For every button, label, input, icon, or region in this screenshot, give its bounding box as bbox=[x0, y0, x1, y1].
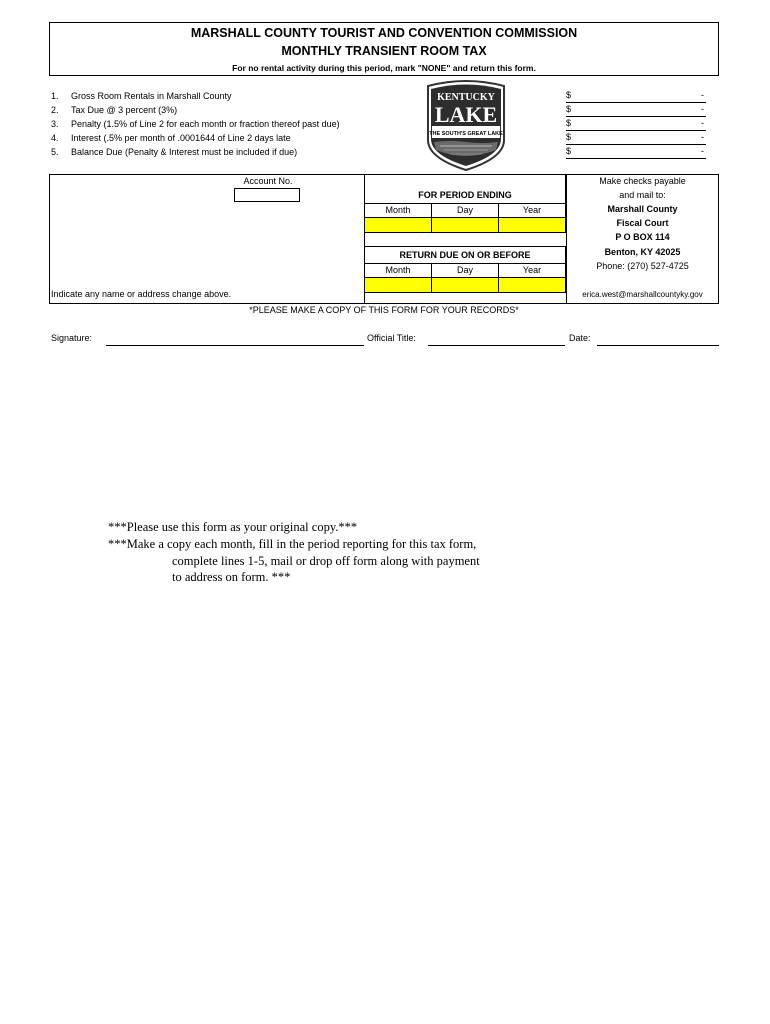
mail-org-2: Fiscal Court bbox=[616, 218, 669, 228]
form-title: MARSHALL COUNTY TOURIST AND CONVENTION COMMISSION bbox=[190, 26, 578, 40]
note-line-2: ***Make a copy each month, fill in the period reporting for this tax form, bbox=[108, 537, 477, 551]
due-day-input[interactable] bbox=[431, 278, 498, 292]
mail-email[interactable]: erica.west@marshallcountyky.gov bbox=[582, 290, 703, 299]
note-line-3: complete lines 1-5, mail or drop off form along with payment bbox=[172, 554, 480, 568]
mail-instruction: Make checks payable bbox=[599, 176, 686, 186]
due-month-input[interactable] bbox=[365, 278, 431, 292]
form-instruction: For no rental activity during this period, mark "NONE" and return this form. bbox=[232, 63, 536, 73]
amount-field-3[interactable]: $ - bbox=[566, 118, 706, 131]
mail-org-1: Marshall County bbox=[607, 204, 678, 214]
mail-city: Benton, KY 42025 bbox=[604, 247, 681, 257]
signature-field[interactable] bbox=[106, 345, 364, 346]
period-ending-block bbox=[364, 174, 566, 233]
return-due-block bbox=[364, 246, 566, 293]
period-ending-inputs bbox=[365, 217, 565, 232]
col-year: Year bbox=[498, 264, 565, 277]
period-ending-headers bbox=[365, 203, 565, 217]
line-item-1: 1. Gross Room Rentals in Marshall County bbox=[51, 91, 232, 101]
mail-instruction-2: and mail to: bbox=[619, 190, 666, 200]
return-due-headers bbox=[365, 263, 565, 277]
amount-field-4[interactable]: $ - bbox=[566, 132, 706, 145]
period-year-input[interactable] bbox=[498, 218, 565, 232]
form-subtitle: MONTHLY TRANSIENT ROOM TAX bbox=[281, 44, 487, 58]
line-item-3: 3. Penalty (1.5% of Line 2 for each month or fraction thereof past due) bbox=[51, 119, 340, 129]
return-due-inputs bbox=[365, 277, 565, 292]
kentucky-lake-logo bbox=[420, 80, 512, 172]
copy-note: *PLEASE MAKE A COPY OF THIS FORM FOR YOUR RECORDS* bbox=[249, 305, 519, 315]
period-day-input[interactable] bbox=[431, 218, 498, 232]
col-month: Month bbox=[385, 265, 411, 275]
col-month: Month bbox=[385, 205, 411, 215]
period-month-input[interactable] bbox=[365, 218, 431, 232]
official-title-field[interactable] bbox=[428, 345, 565, 346]
address-change-note: Indicate any name or address change above. bbox=[51, 289, 232, 299]
mail-phone: Phone: (270) 527-4725 bbox=[596, 261, 689, 271]
account-label: Account No. bbox=[243, 176, 293, 186]
logo-word-kentucky: KENTUCKY bbox=[437, 92, 495, 103]
logo-word-lake: LAKE bbox=[434, 102, 498, 127]
form-header bbox=[49, 22, 719, 76]
col-day: Day bbox=[431, 204, 498, 217]
line-item-2: 2. Tax Due @ 3 percent (3%) bbox=[51, 105, 178, 115]
line-item-4: 4. Interest (.5% per month of .0001644 of Line 2 days late bbox=[51, 133, 291, 143]
col-day: Day bbox=[431, 264, 498, 277]
amount-field-5[interactable]: $ - bbox=[566, 146, 706, 159]
account-number-field[interactable] bbox=[234, 188, 300, 202]
logo-tagline: THE SOUTH'S GREAT LAKE bbox=[429, 131, 503, 137]
date-label: Date: bbox=[569, 333, 591, 343]
col-year: Year bbox=[498, 204, 565, 217]
signature-label: Signature: bbox=[51, 333, 93, 343]
mail-po-box: P O BOX 114 bbox=[615, 232, 670, 242]
note-line-4: to address on form. *** bbox=[172, 570, 291, 584]
note-line-1: ***Please use this form as your original copy.*** bbox=[108, 520, 358, 534]
date-field[interactable] bbox=[597, 345, 719, 346]
return-due-title: RETURN DUE ON OR BEFORE bbox=[399, 250, 531, 260]
due-year-input[interactable] bbox=[498, 278, 565, 292]
period-ending-title: FOR PERIOD ENDING bbox=[418, 190, 512, 200]
amount-field-1[interactable]: $ - bbox=[566, 90, 706, 103]
official-title-label: Official Title: bbox=[367, 333, 416, 343]
amount-field-2[interactable]: $ - bbox=[566, 104, 706, 117]
line-item-5: 5. Balance Due (Penalty & Interest must be included if due) bbox=[51, 147, 298, 157]
